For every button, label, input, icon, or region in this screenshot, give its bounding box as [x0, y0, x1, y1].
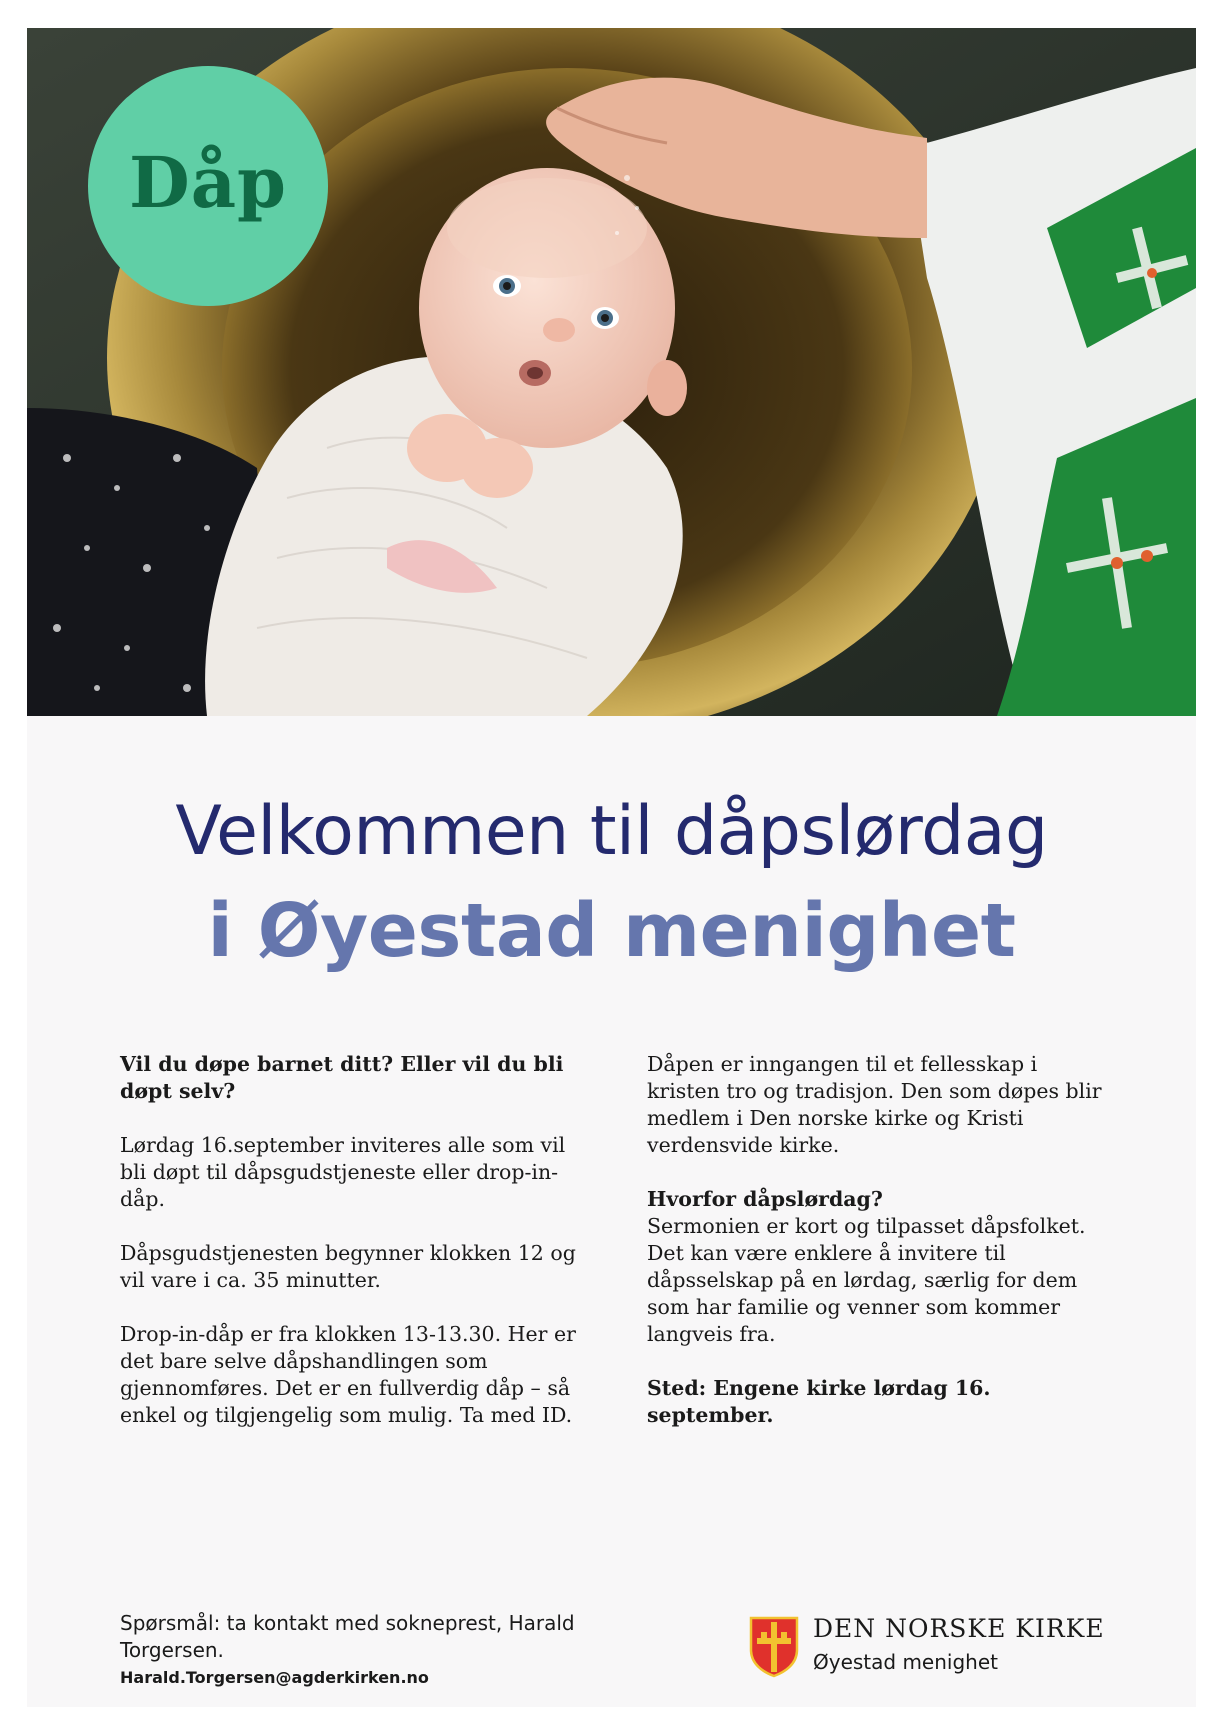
dap-badge	[88, 66, 328, 306]
headline-line1: Velkommen til dåpslørdag	[175, 792, 1048, 871]
left-paragraph-2: Dåpsgudstjenesten begynner klokken 12 og vil vare i ca. 35 minutter.	[120, 1241, 576, 1292]
contact-email[interactable]: Harald.Torgersen@agderkirken.no	[120, 1668, 429, 1687]
right-column	[647, 1051, 1107, 1456]
baptism-photo	[27, 28, 1196, 716]
place-text: Sted: Engene kirke lørdag 16. september.	[647, 1376, 991, 1427]
why-text: Sermonien er kort og tilpasset dåpsfolket. Det kan være enklere å invitere til dåpsselskap på en lørdag, særlig for dem som har familie og venner som kommer langveis fra.	[647, 1214, 1086, 1346]
left-paragraph-1: Lørdag 16.september inviteres alle som vil bli døpt til dåpsgudstjeneste eller drop-in-dåp.	[120, 1133, 566, 1211]
church-logo	[749, 1612, 1169, 1682]
intro-heading: Vil du døpe barnet ditt? Eller vil du bli døpt selv?	[120, 1052, 564, 1103]
badge-label: Dåp	[128, 140, 287, 224]
contact-question: Spørsmål: ta kontakt med sokneprest, Harald Torgersen.	[120, 1611, 575, 1662]
headline-line2: i Øyestad menighet	[207, 888, 1016, 974]
left-paragraph-3: Drop-in-dåp er fra klokken 13-13.30. Her er det bare selve dåpshandlingen som gjennomføres. Det er en fullverdig dåp – så enkel og tilgjengelig som mulig. Ta med ID.	[120, 1322, 576, 1427]
why-heading: Hvorfor dåpslørdag?	[647, 1187, 883, 1211]
poster	[27, 28, 1196, 1707]
parish-name: Øyestad menighet	[813, 1650, 998, 1674]
left-column	[120, 1051, 590, 1456]
contact-block	[120, 1610, 640, 1687]
shield-cross-icon	[749, 1616, 799, 1678]
org-name: DEN NORSKE KIRKE	[813, 1614, 1105, 1643]
right-paragraph-1: Dåpen er inngangen til et fellesskap i kristen tro og tradisjon. Den som døpes blir medlem i Den norske kirke og Kristi verdensvide kirke.	[647, 1052, 1102, 1157]
